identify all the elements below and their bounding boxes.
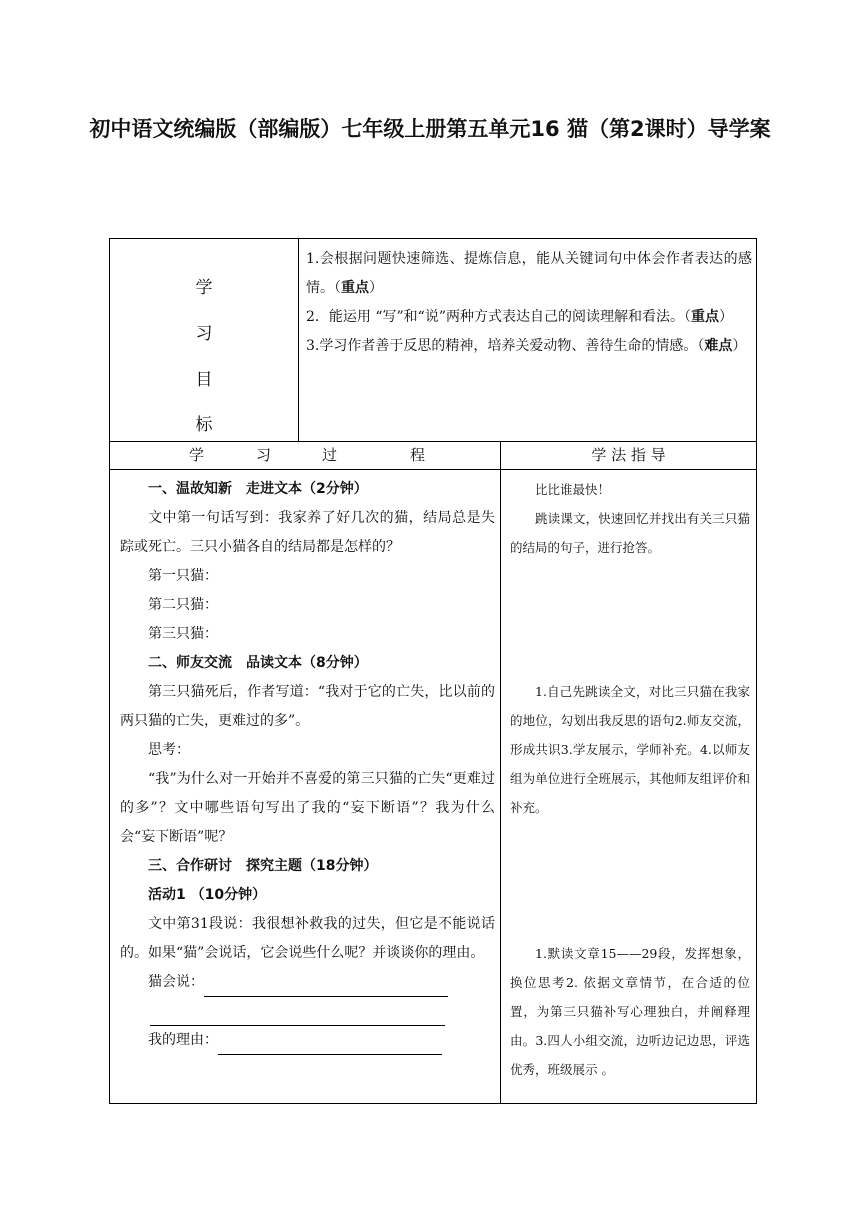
answer-blank[interactable] — [204, 976, 448, 997]
my-reason-line: 我的理由： — [120, 1026, 495, 1055]
activity-1-text: 文中第31段说：我很想补救我的过失，但它是不能说话的。如果“猫”会说话，它会说些什么呢？并谈谈你的理由。 — [120, 916, 495, 961]
process-divider — [500, 441, 501, 1103]
section-2-think: 思考： — [148, 742, 190, 758]
process-content — [120, 475, 495, 1055]
goal-label-char: 习 — [195, 324, 213, 344]
section-1-text: 文中第一句话写到：我家养了好几次的猫，结局总是失踪或死亡。三只小猫各自的结局都是怎样的？ — [120, 510, 495, 555]
section-2-question: “我”为什么对一开始并不喜爱的第三只猫的亡失“更难过的多”？文中哪些语句写出了我的“妄下断语”？我为什么会“妄下断语”呢？ — [120, 771, 495, 845]
guide-header: 学 法 指 导 — [591, 446, 666, 464]
goal-item: 3.学习作者善于反思的精神，培养关爱动物、善待生命的情感。（难点） — [306, 338, 747, 354]
goal-label-char: 标 — [195, 415, 213, 435]
study-guide-table — [109, 238, 757, 1104]
activity-1-title: 活动1 （10分钟） — [148, 887, 267, 903]
answer-blank-line — [120, 997, 495, 1026]
process-header-char: 学 — [189, 446, 205, 464]
guide-1-b: 跳读课文，快速回忆并找出有关三只猫的结局的句子，进行抢答。 — [510, 511, 750, 555]
goal-list — [306, 245, 752, 361]
guide-1-a: 比比谁最快！ — [535, 482, 611, 497]
cat-1-label: 第一只猫： — [148, 568, 218, 584]
guide-3 — [510, 939, 750, 1084]
goal-label — [110, 239, 298, 441]
process-header-char: 习 — [256, 446, 272, 464]
page-title: 初中语文统编版（部编版）七年级上册第五单元16 猫（第2课时）导学案 — [89, 117, 771, 141]
goal-item: 2．能运用 “写”和“说”两种方式表达自己的阅读理解和看法。（重点） — [306, 309, 733, 325]
process-header-char: 过 — [322, 446, 338, 464]
goal-item: 1.会根据问题快速筛选、提炼信息，能从关键词句中体会作者表达的感情。（重点） — [306, 251, 752, 296]
cat-says-line: 猫会说： — [120, 968, 495, 997]
goal-divider — [298, 239, 299, 441]
section-2-title: 二、师友交流 品读文本（8分钟） — [148, 655, 368, 671]
cat-3-label: 第三只猫： — [148, 626, 218, 642]
guide-3-text: 1.默读文章15——29段，发挥想象，换位思考2. 依据文章情节，在合适的位置，为第三只猫补写心理独白，并阐释理由。3.四人小组交流，边听边记边思，评选优秀，班级展示 。 — [510, 946, 750, 1077]
guide-1 — [510, 475, 750, 562]
guide-2-text: 1.自己先跳读全文，对比三只猫在我家的地位，勾划出我反思的语句2.师友交流，形成共识3.学友展示，学师补充。4.以师友组为单位进行全班展示，其他师友组评价和补充。 — [510, 684, 750, 815]
header-bottom-line — [110, 469, 756, 470]
cat-2-label: 第二只猫： — [148, 597, 218, 613]
guide-2 — [510, 677, 750, 822]
process-header-char: 程 — [410, 446, 426, 464]
section-3-title: 三、合作研讨 探究主题（18分钟） — [148, 858, 378, 874]
section-2-text: 第三只猫死后，作者写道：“我对于它的亡失，比以前的两只猫的亡失，更难过的多”。 — [120, 684, 495, 729]
goal-label-char: 学 — [195, 278, 213, 298]
answer-blank[interactable] — [150, 1005, 445, 1026]
goal-label-char: 目 — [195, 370, 213, 390]
section-1-title: 一、温故知新 走进文本（2分钟） — [148, 481, 368, 497]
answer-blank[interactable] — [218, 1034, 442, 1055]
process-header — [110, 441, 500, 469]
